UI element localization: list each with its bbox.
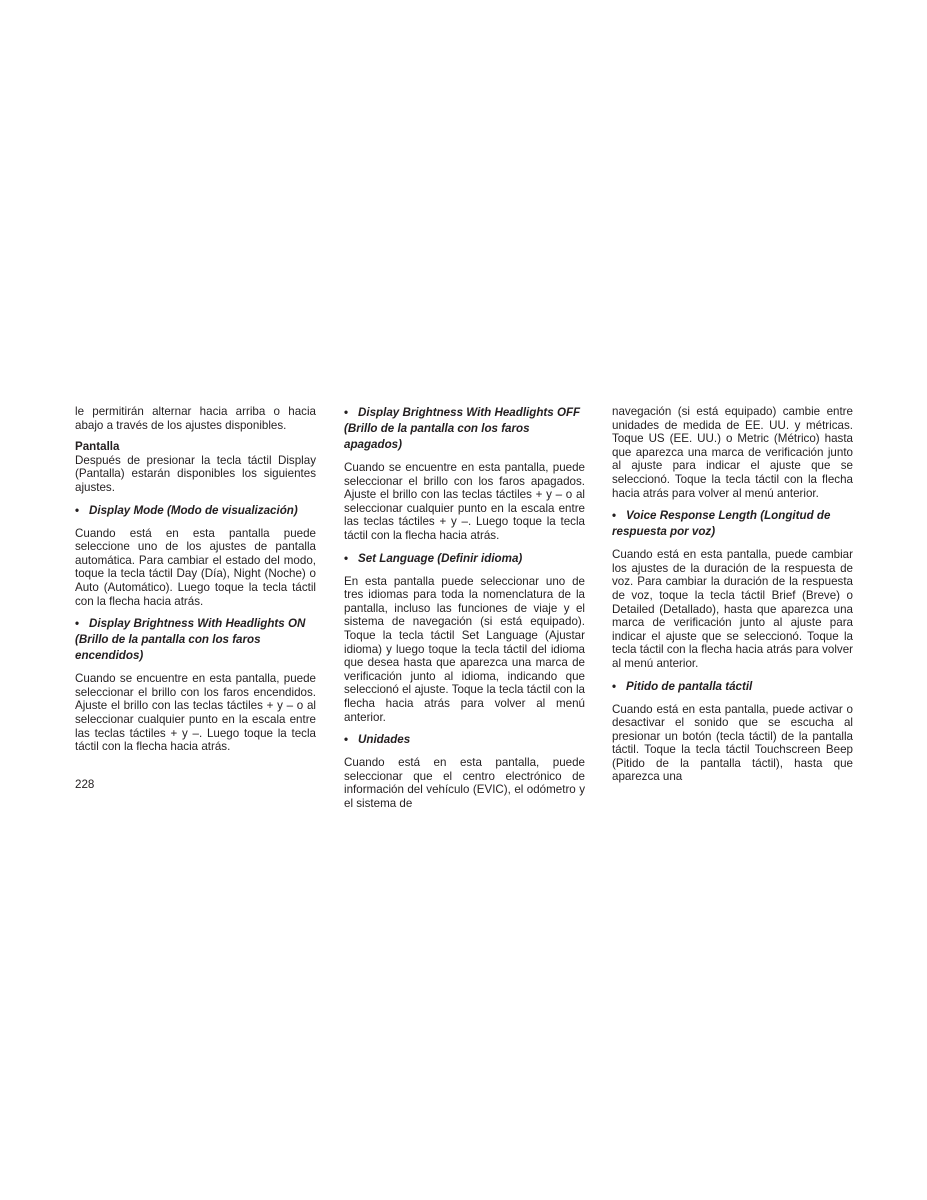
bullet-heading-set-language	[344, 551, 585, 567]
column-right	[612, 405, 853, 784]
display-mode-paragraph: Cuando está en esta pantalla puede seleccione uno de los ajustes de pantalla automática. Para cambiar el estado del modo, toque la tecla táctil Day (Día), Night (Noche) o Auto (Automático). Luego toque la tecla táctil con la flecha hacia atrás.	[75, 526, 316, 608]
bullet-icon: •	[75, 617, 80, 631]
section-heading-pantalla: Pantalla	[75, 440, 120, 454]
pantalla-paragraph: Después de presionar la tecla táctil Display (Pantalla) estarán disponibles los siguientes ajustes.	[75, 453, 316, 494]
bullet-icon: •	[344, 406, 349, 419]
bullet-icon: •	[612, 509, 617, 523]
bullet-heading-voice-response	[612, 508, 853, 540]
unidades-continued-paragraph: navegación (si está equipado) cambie entre unidades de medida de EE. UU. y métricas. Toque US (EE. UU.) o Metric (Métrico) hasta que aparezca una marca de verificación junto al ajuste para indicar el ajuste que se seleccionó. Toque la tecla táctil con la flecha hacia atrás para volver al menú anterior.	[612, 405, 853, 500]
bullet-heading-text: Unidades	[358, 733, 411, 747]
bullet-heading-brightness-on	[75, 616, 316, 664]
bullet-heading-text: Voice Response Length (Longitud de respuesta por voz)	[612, 509, 831, 539]
bullet-heading-display-mode	[75, 503, 316, 519]
set-language-paragraph: En esta pantalla puede seleccionar uno de tres idiomas para toda la nomenclatura de la pantalla, incluso las funciones de viaje y el sistema de navegación (si está equipado). Toque la tecla táctil Set Language (Ajustar idioma) y luego toque la tecla táctil del idioma que desea hasta que aparezca una marca de verificación junto al idioma, indicando que seleccionó el ajuste. Toque la tecla táctil con la flecha hacia atrás para volver al menú anterior.	[344, 574, 585, 724]
bullet-heading-unidades	[344, 732, 585, 748]
bullet-heading-brightness-off	[344, 405, 585, 453]
bullet-heading-text: Pitido de pantalla táctil	[626, 679, 753, 693]
bullet-icon: •	[612, 679, 617, 693]
bullet-icon: •	[75, 503, 80, 517]
column-left	[75, 405, 316, 754]
bullet-heading-text: Display Mode (Modo de visualización)	[89, 503, 298, 517]
intro-paragraph: le permitirán alternar hacia arriba o hacia abajo a través de los ajustes disponibles.	[75, 405, 316, 432]
page-number: 228	[75, 778, 95, 791]
brightness-on-paragraph: Cuando se encuentre en esta pantalla, puede seleccionar el brillo con los faros encendidos. Ajuste el brillo con las teclas táctiles + y – o al seleccionar cualquier punto en la escala entre las teclas táctiles + y –. Luego toque la tecla táctil con la flecha hacia atrás.	[75, 672, 316, 754]
bullet-icon: •	[344, 733, 349, 747]
bullet-heading-text: Set Language (Definir idioma)	[358, 551, 523, 565]
bullet-icon: •	[344, 551, 349, 565]
unidades-paragraph: Cuando está en esta pantalla, puede seleccionar que el centro electrónico de información del vehículo (EVIC), el odómetro y el sistema de	[344, 756, 585, 810]
brightness-off-paragraph: Cuando se encuentre en esta pantalla, puede seleccionar el brillo con los faros apagados. Ajuste el brillo con las teclas táctiles + y – o al seleccionar cualquier punto en la escala entre las teclas táctiles + y –. Luego toque la tecla táctil con la flecha hacia atrás.	[344, 461, 585, 542]
column-middle	[344, 405, 585, 810]
bullet-heading-text: Display Brightness With Headlights OFF (Brillo de la pantalla con los faros apagados)	[344, 406, 581, 451]
bullet-heading-pitido	[612, 679, 853, 695]
bullet-heading-text: Display Brightness With Headlights ON (Brillo de la pantalla con los faros encendidos)	[75, 617, 306, 663]
voice-response-paragraph: Cuando está en esta pantalla, puede cambiar los ajustes de la duración de la respuesta de voz. Para cambiar la duración de la respuesta de voz, toque la tecla táctil Brief (Breve) o Detailed (Detallado), hasta que aparezca una marca de verificación junto al ajuste para indicar el ajuste que se seleccionó. Toque la tecla táctil con la flecha hacia atrás para volver al menú anterior.	[612, 548, 853, 670]
pitido-paragraph: Cuando está en esta pantalla, puede activar o desactivar el sonido que se escucha al presionar un botón (tecla táctil) de la pantalla táctil. Toque la tecla táctil Touchscreen Beep (Pitido de la pantalla táctil), hasta que aparezca una	[612, 702, 853, 784]
